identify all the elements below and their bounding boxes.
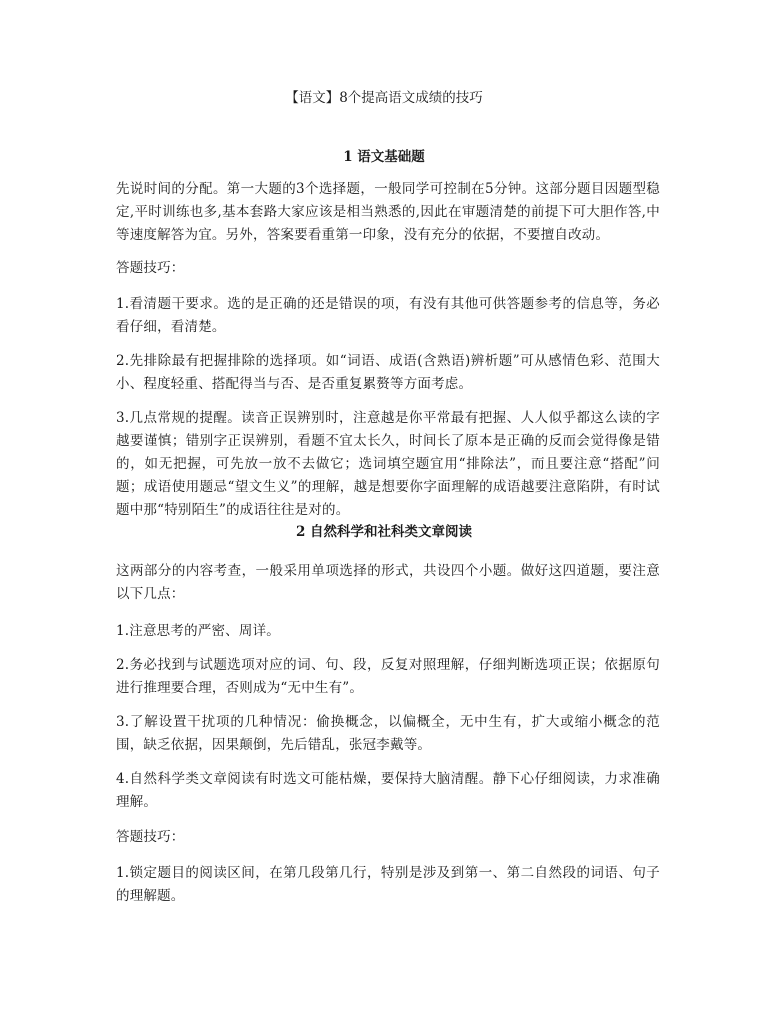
paragraph: 2.先排除最有把握排除的选择项。如“词语、成语(含熟语)辨析题”可从感情色彩、范围大小、程度轻重、搭配得当与否、是否重复累赘等方面考虑。 (116, 353, 660, 392)
paragraph: 1.锁定题目的阅读区间，在第几段第几行，特别是涉及到第一、第二自然段的词语、句子的理解题。 (116, 865, 660, 904)
paragraph: 1.看清题干要求。选的是正确的还是错误的项，有没有其他可供答题参考的信息等，务必看仔细，看清楚。 (116, 296, 660, 335)
document-title: 【语文】8个提高语文成绩的技巧 (285, 90, 483, 106)
paragraph: 2.务必找到与试题选项对应的词、句、段，反复对照理解，仔细判断选项正误；依据原句进行推理要合理，否则成为“无中生有”。 (116, 657, 660, 696)
paragraph: 答题技巧： (116, 829, 185, 845)
paragraph: 4.自然科学类文章阅读有时选文可能枯燥，要保持大脑清醒。静下心仔细阅读，力求准确理解。 (116, 771, 660, 810)
paragraph: 先说时间的分配。第一大题的3个选择题，一般同学可控制在5分钟。这部分题目因题型稳定,平时训练也多,基本套路大家应该是相当熟悉的,因此在审题清楚的前提下可大胆作答,中等速度解答为宜。另外，答案要看重第一印象，没有充分的依据，不要擅自改动。 (116, 181, 660, 243)
section-heading-reading: 2 自然科学和社科类文章阅读 (295, 524, 473, 540)
paragraph: 1.注意思考的严密、周详。 (116, 623, 280, 639)
section-heading-basics: 1 语文基础题 (343, 149, 425, 165)
paragraph: 3.几点常规的提醒。读音正误辨别时，注意越是你平常最有把握、人人似乎都这么读的字越要谨慎；错别字正误辨别，看题不宜太长久，时间长了原本是正确的反而会觉得像是错的，如无把握，可先放一放不去做它；选词填空题宜用“排除法”，而且要注意“搭配”问题；成语使用题忌“望文生义”的理解，越是想要你字面理解的成语越要注意陷阱，有时试题中那“特别陌生”的成语往往是对的。 (116, 410, 660, 518)
paragraph: 这两部分的内容考查，一般采用单项选择的形式，共设四个小题。做好这四道题，要注意以下几点： (116, 563, 660, 602)
paragraph: 3.了解设置干扰项的几种情况：偷换概念，以偏概全，无中生有，扩大或缩小概念的范围，缺乏依据，因果颠倒，先后错乱，张冠李戴等。 (116, 714, 660, 753)
paragraph: 答题技巧： (116, 260, 185, 276)
